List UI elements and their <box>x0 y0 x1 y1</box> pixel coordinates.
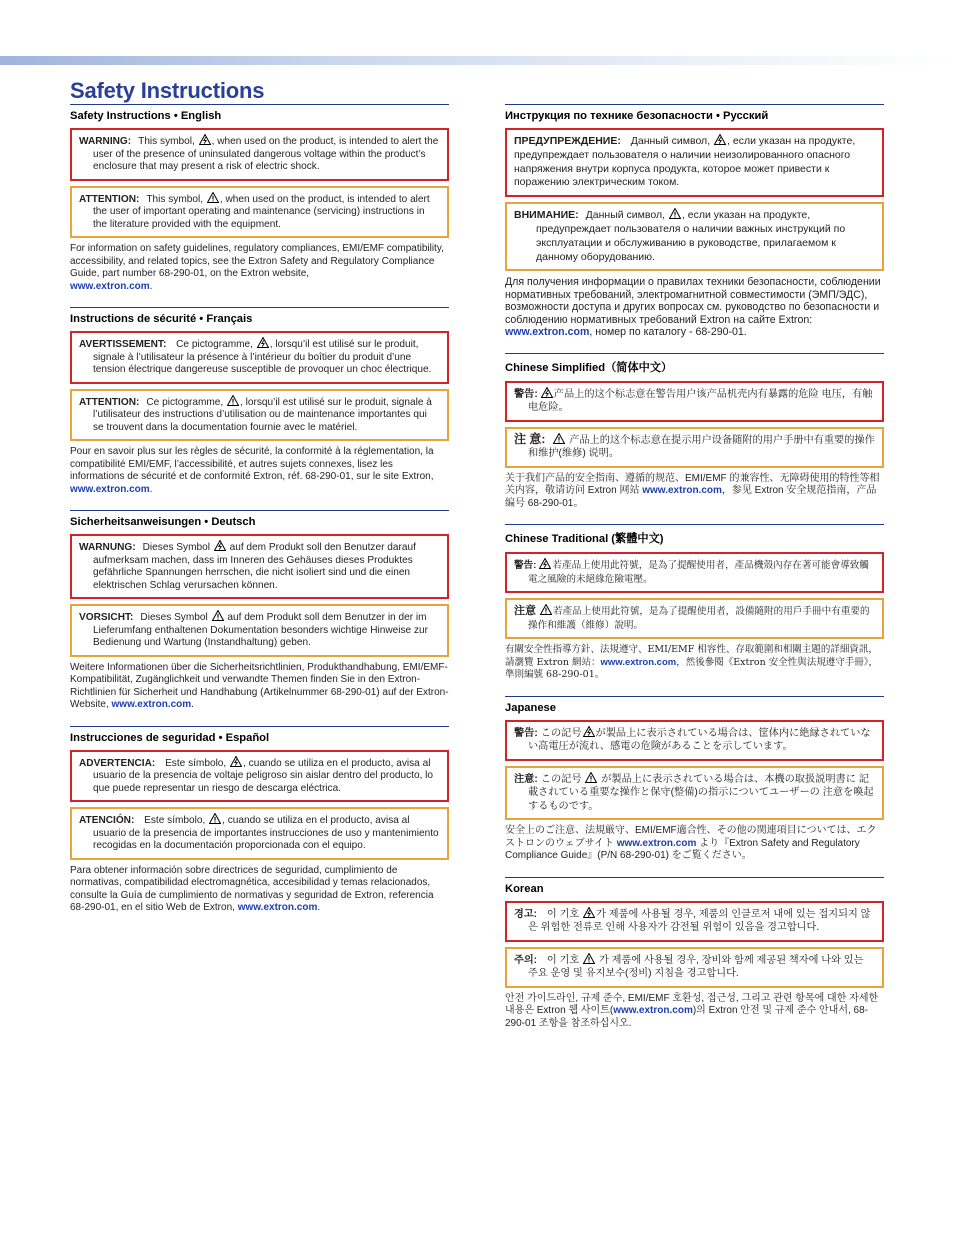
info-paragraph <box>70 662 449 712</box>
lightning-triangle-icon <box>714 134 726 145</box>
lightning-triangle-icon <box>583 726 595 737</box>
exclamation-triangle-icon <box>212 610 224 621</box>
extron-link[interactable]: www.extron.com <box>616 837 697 849</box>
warning-box <box>505 552 884 593</box>
warning-text-pre: この記号 <box>540 727 582 739</box>
warning-label: AVERTISSEMENT: <box>79 339 167 350</box>
attention-text-post: auf dem Produkt soll dem Benutzer in der im Lieferumfang enthaltenen Dokumentation besonders wichtige Hinweise zur Bedienung und Wartung (Instandhaltung) geben. <box>93 612 428 648</box>
lightning-triangle-icon <box>199 134 211 145</box>
info-paragraph <box>70 446 449 496</box>
warning-text-post: , lorsqu’il est utilisé sur le produit, signale à l’utilisateur la présence à l’intérieur du boîtier du produit d’une tension électrique dangereuse susceptible de provoquer un choc électrique. <box>93 339 432 375</box>
lightning-triangle-icon <box>583 907 595 918</box>
exclamation-triangle-icon <box>553 433 565 444</box>
info-end: . <box>149 280 153 292</box>
info-end: . <box>191 699 194 710</box>
exclamation-triangle-icon <box>207 192 219 203</box>
warning-text-post: , cuando se utiliza en el producto, avisa al usuario de la presencia de voltaje peligroso sin aislar dentro del producto, lo que puede representar un riesgo de descarga eléctrica. <box>93 757 434 794</box>
extron-link[interactable]: www.extron.com <box>505 326 590 339</box>
warning-label: 警告: <box>514 560 537 572</box>
warning-box <box>505 720 884 761</box>
attention-text-pre: This symbol, <box>146 193 204 205</box>
info-text: 안전 가이드라인, 규제 준수, EMI/EMF 호환성, 접근성, 그리고 관련 항목에 대한 자세한 내용은 Extron 웹 사이트( <box>505 992 879 1017</box>
info-text: Weitere Informationen über die Sicherheitsrichtlinien, Produkthandhabung, EMI/EMF-Kompatibilität, Zugänglichkeit und verwandte Themen finden Sie in den Extron-Richtlinien für Sicherheit und Handhabung (Artikelnummer 68-290-01) auf der Extron-Website, <box>70 661 449 710</box>
section-heading: Sicherheitsanweisungen • Deutsch <box>70 516 256 528</box>
info-end: . <box>149 483 153 495</box>
exclamation-triangle-icon <box>209 813 221 824</box>
section-heading: Japanese <box>505 701 556 714</box>
lightning-triangle-icon <box>230 756 242 767</box>
extron-link[interactable]: www.extron.com <box>613 1005 693 1017</box>
info-end: ，参见 Extron 安全规范指南，产品编号 68-290-01。 <box>505 485 877 509</box>
attention-text-pre: Dieses Symbol <box>140 612 208 623</box>
warning-box <box>70 128 449 181</box>
attention-box <box>505 598 884 639</box>
section-german <box>70 510 449 712</box>
extron-link[interactable]: www.extron.com <box>600 656 677 668</box>
attention-text-pre: Данный символ, <box>585 209 665 222</box>
warning-text-pre: Данный символ, <box>630 135 711 147</box>
warning-box <box>505 381 884 422</box>
section-heading: Instructions de sécurité • Français <box>70 313 253 325</box>
attention-label: ATTENTION: <box>79 193 140 205</box>
attention-text-post: 产品上的这个标志意在提示用户设备随附的用户手册中有重要的操作和维护(维修) 说明。 <box>528 434 875 460</box>
section-chinese-traditional <box>505 524 884 682</box>
attention-box <box>70 604 449 657</box>
attention-label: 注 意: <box>514 431 546 446</box>
warning-box <box>505 901 884 942</box>
warning-text-post: , если указан на продукте, предупреждает пользователя о наличии неизолированного опасного напряжения внутри корпуса продукта, которое может привести к поражению электрическим током. <box>514 135 856 189</box>
attention-text-post: 가 제품에 사용될 경우, 장비와 함께 제공된 책자에 나와 있는 주요 운영 및 유지보수(정비) 지침을 경고합니다. <box>528 954 864 980</box>
attention-label: 注意 <box>514 605 536 618</box>
warning-text-pre: This symbol, <box>138 136 195 147</box>
section-heading: Korean <box>505 882 544 895</box>
warning-text-pre: Este símbolo, <box>165 757 227 769</box>
attention-text-post: が製品上に表示されている場合は、本機の取扱説明書に 記載されている重要な操作と保守(整備)の指示についてユーザーの 注意を喚起するものです。 <box>528 773 874 812</box>
section-chinese-simplified <box>505 353 884 511</box>
info-paragraph <box>505 473 884 511</box>
attention-box <box>70 807 449 860</box>
page-title: Safety Instructions <box>70 78 265 103</box>
attention-label: VORSICHT: <box>79 612 134 623</box>
extron-link[interactable]: www.extron.com <box>237 902 318 913</box>
attention-label: 주의: <box>514 954 538 966</box>
section-heading: Chinese Traditional (繁體中文) <box>505 533 664 546</box>
section-english <box>70 104 449 293</box>
warning-label: WARNUNG: <box>79 542 136 553</box>
attention-box <box>70 186 449 239</box>
warning-label: 警告: <box>514 388 538 400</box>
attention-box <box>505 427 884 468</box>
extron-link[interactable]: www.extron.com <box>111 699 192 710</box>
lightning-triangle-icon <box>541 387 553 398</box>
info-paragraph <box>505 644 884 682</box>
lightning-triangle-icon <box>214 540 226 551</box>
warning-text-post: 가 제품에 사용될 경우, 제품의 인클로저 내에 있는 접지되지 않은 위험한 전류로 인해 사용자가 감전될 위험이 있음을 경고합니다. <box>528 908 871 934</box>
warning-text-post: , when used on the product, is intended to alert the user of the presence of uninsulated dangerous voltage within the product’s enclosure that may present a risk of electric shock. <box>93 136 439 172</box>
warning-box <box>505 128 884 197</box>
info-text: Pour en savoir plus sur les règles de sécurité, la conformité à la réglementation, la compatibilité EMI/EMF, l’accessibilité, et autres sujets connexes, lisez les informations de sécurité et de conformité Extron, réf. 68-290-01, sur le site Extron, <box>70 446 434 482</box>
warning-box <box>70 534 449 599</box>
extron-link[interactable]: www.extron.com <box>70 280 150 292</box>
warning-label: WARNING: <box>79 136 132 147</box>
extron-link[interactable]: www.extron.com <box>642 485 722 497</box>
attention-text-post: , lorsqu’il est utilisé sur le produit, signale à l’utilisateur des instructions d’utilisation ou de maintenance importantes qui se trouvent dans la documentation fournie avec le matériel. <box>93 396 432 433</box>
attention-text-post: 若產品上使用此符號，是為了提醒使用者，設備隨附的用戶手冊中有重要的操作和維護（維修）說明。 <box>528 606 870 631</box>
header-gradient-bar <box>0 56 954 65</box>
info-end: , номер по каталогу - 68-290-01. <box>589 326 747 339</box>
info-end: )의 Extron 안전 및 규제 준수 안내서, 68-290-01 조항을 참조하십시오. <box>505 1005 869 1029</box>
info-paragraph <box>505 825 884 863</box>
info-paragraph <box>70 243 449 293</box>
info-text: 安全上のご注意、法規厳守、EMI/EMF適合性、その他の関連項目については、エクストロンのウェブサイト <box>505 825 877 849</box>
warning-label: ПРЕДУПРЕЖДЕНИЕ: <box>514 135 621 147</box>
attention-box <box>505 947 884 988</box>
section-heading: Safety Instructions • English <box>70 110 222 122</box>
left-column <box>70 104 449 929</box>
info-end: . <box>317 902 321 913</box>
attention-text-post: , cuando se utiliza en el producto, avisa al usuario de la presencia de importantes instrucciones de uso y mantenimiento recogidas en la documentación proporcionada con el equipo. <box>93 815 439 851</box>
warning-text-post: が製品上に表示されている場合は、筐体内に絶縁されていない高電圧が流れ、感電の危険があることを示しています。 <box>528 727 871 753</box>
warning-text-post: 产品上的这个标志意在警告用户该产品机壳内有暴露的危险 电压，有触电危险。 <box>528 388 873 414</box>
attention-text-pre: この記号 <box>540 773 582 785</box>
section-russian <box>505 104 884 339</box>
attention-text-post: , when used on the product, is intended to alert the user of important operating and maintenance (servicing) instructions in the literature provided with the equipment. <box>93 193 430 230</box>
info-end: より『Extron Safety and Regulatory Compliance Guide』(P/N 68-290-01) をご覧ください。 <box>505 837 860 862</box>
info-end: ，然後參閱《Extron 安全性與法規遵守手冊》，準則編號 68-290-01。 <box>505 656 878 681</box>
warning-text-pre: 이 기호 <box>546 908 580 920</box>
exclamation-triangle-icon <box>585 772 597 783</box>
right-column <box>505 104 884 1044</box>
info-text: Для получения информации о правилах техники безопасности, соблюдении нормативных требований, электромагнитной совместимости (ЭМП/ЭДС), возможности доступа и других вопросах см. руководство по безопасности и соблюдению нормативных требований Extron на сайте Extron: <box>505 276 881 326</box>
exclamation-triangle-icon <box>540 604 552 615</box>
info-paragraph <box>70 865 449 915</box>
attention-text-pre: Ce pictogramme, <box>146 396 224 408</box>
attention-label: 注意: <box>514 773 538 785</box>
info-text: For information on safety guidelines, regulatory compliances, EMI/EMF compatibility, accessibility, and related topics, see the Extron Safety and Regulatory Compliance Guide, part number 68-290-01, on the Extron website, <box>70 243 444 279</box>
info-text: 关于我们产品的安全指南、遵循的规范、EMI/EMF 的兼容性、无障碍使用的特性等相关内容，敬请访问 Extron 网站 <box>505 472 880 497</box>
exclamation-triangle-icon <box>227 395 239 406</box>
warning-label: ADVERTENCIA: <box>79 757 156 769</box>
warning-box <box>70 750 449 803</box>
section-heading: Chinese Simplified（简体中文） <box>505 361 673 374</box>
attention-box <box>505 766 884 821</box>
section-spanish <box>70 726 449 915</box>
warning-box <box>70 331 449 384</box>
lightning-triangle-icon <box>539 558 551 569</box>
lightning-triangle-icon <box>257 337 269 348</box>
info-text: 有關安全性指導方針、法規遵守、EMI/EMF 相容性、存取範圍和相關主題的詳細資訊，請瀏覽 Extron 網站： <box>505 644 878 668</box>
section-heading: Инструкция по технике безопасности • Русский <box>505 110 769 122</box>
extron-link[interactable]: www.extron.com <box>70 483 150 495</box>
info-text: Para obtener información sobre directrices de seguridad, cumplimiento de normativas, compatibilidad electromagnética, accesibilidad y temas relacionados, consulte la Guía de cumplimiento de normativas y seguridad de Extron, referencia 68-290-01, en el sitio Web de Extron, <box>70 864 434 913</box>
warning-text-post: auf dem Produkt soll den Benutzer darauf aufmerksam machen, dass im Inneren des Gehäuses dieses Produktes gefährliche Spannungen herrschen, die nicht isoliert sind und die einen elektrischen Schlag verursachen können. <box>93 542 416 591</box>
section-japanese <box>505 696 884 863</box>
attention-label: ATENCIÓN: <box>79 815 135 826</box>
warning-text-post: 若產品上使用此符號，是為了提醒使用者，產品機殼內存在著可能會導致觸電之風險的未絕緣危險電壓。 <box>528 560 869 585</box>
exclamation-triangle-icon <box>669 208 681 219</box>
attention-box <box>505 202 884 271</box>
exclamation-triangle-icon <box>583 953 595 964</box>
warning-text-pre: Ce pictogramme, <box>176 339 253 350</box>
attention-box <box>70 389 449 442</box>
section-french <box>70 307 449 496</box>
attention-label: ATTENTION: <box>79 396 140 408</box>
attention-text-post: , если указан на продукте, предупреждает пользователя о наличии важных инструкций по эксплуатации и обслуживанию в руководстве, прилагаемом к данному оборудованию. <box>536 209 846 263</box>
section-korean <box>505 877 884 1031</box>
section-heading: Instrucciones de seguridad • Español <box>70 731 270 744</box>
attention-text-pre: 이 기호 <box>546 954 580 966</box>
attention-text-pre: Este símbolo, <box>144 815 206 826</box>
info-paragraph <box>505 993 884 1031</box>
warning-text-pre: Dieses Symbol <box>142 542 210 553</box>
warning-label: 警告: <box>514 727 538 739</box>
warning-label: 경고: <box>514 908 538 920</box>
info-paragraph <box>505 276 884 339</box>
attention-label: ВНИМАНИЕ: <box>514 209 579 222</box>
